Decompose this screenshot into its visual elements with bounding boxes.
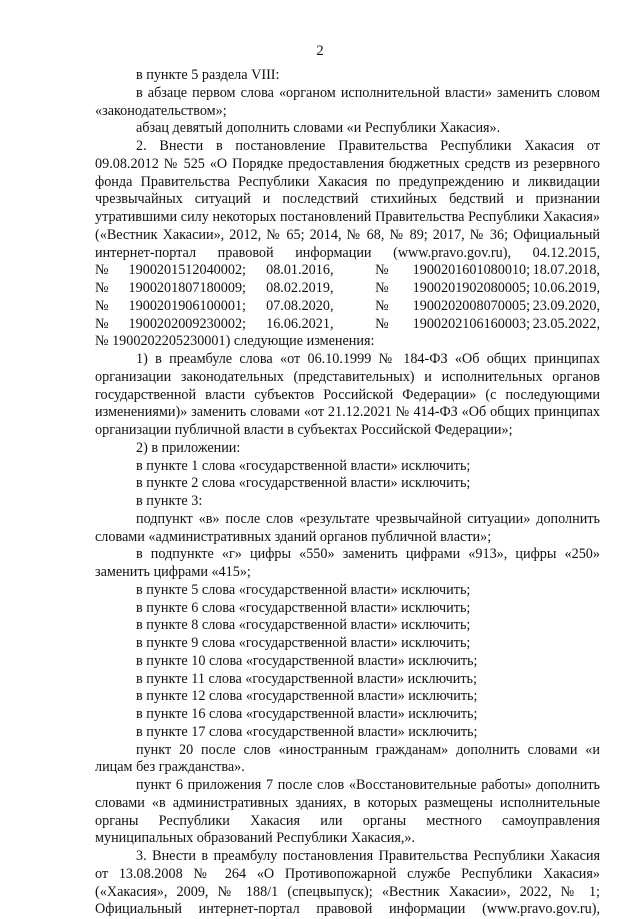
publication-table — [95, 262, 600, 333]
table-row — [95, 316, 600, 334]
table-row — [95, 262, 600, 280]
table-cell: 1900202009230002; — [128, 315, 246, 332]
table-cell: 08.01.2016, — [266, 262, 334, 279]
paragraph: в пункте 8 слова «государственной власти» исключить; — [136, 617, 471, 634]
paragraph: в подпункте «г» цифры «550» заменить цифрами «913», цифры «250» заменить цифрами «415»; — [95, 546, 600, 580]
paragraph: в пункте 5 раздела VIII: — [136, 67, 280, 83]
paragraph: в пункте 2 слова «государственной власти» исключить; — [136, 475, 471, 492]
paragraph: в пункте 5 слова «государственной власти» исключить; — [136, 581, 471, 598]
table-cell: 23.09.2020, — [532, 297, 600, 314]
table-cell: 16.06.2021, — [266, 315, 334, 332]
table-cell: № — [375, 262, 389, 279]
paragraph: в абзаце первом слова «органом исполнительной власти» заменить словом «законодательством»; — [95, 84, 600, 119]
table-cell: № — [375, 297, 389, 314]
table-cell: № — [95, 297, 109, 314]
paragraph: 2) в приложении: — [136, 439, 241, 456]
paragraph: пункт 20 после слов «иностранным гражданам» дополнить словами «и лицам без гражданства». — [95, 741, 600, 776]
table-cell: 1900202008070005; — [412, 297, 531, 314]
table-cell: 1900201906100001; — [128, 297, 246, 314]
table-cell: 10.06.2019, — [532, 280, 600, 296]
table-cell: 1900202106160003; — [412, 315, 531, 332]
paragraph: в пункте 16 слова «государственной власти» исключить; — [136, 706, 478, 722]
paragraph: абзац девятый дополнить словами «и Республики Хакасия». — [136, 120, 501, 137]
table-cell: 23.05.2022, — [532, 315, 600, 332]
table-row — [95, 280, 600, 298]
table-cell: 08.02.2019, — [266, 280, 334, 296]
paragraph: № 1900202205230001) следующие изменения: — [95, 333, 375, 350]
table-cell: 1900201512040002; — [128, 262, 246, 279]
table-cell: № — [95, 280, 109, 296]
table-cell: 1900201902080005; — [412, 280, 531, 296]
paragraph: 2. Внести в постановление Правительства Республики Хакасия от 09.08.2012 № 525 «О Порядке предоставления бюджетных средств из резервного фонда Правительства Республики Хакасия по предупреждению и ликвидации чрезвычайных ситуаций и последствий стихийных бедствий и признании утратившими силу некоторых постановлений Правительства Республики Хакасия» («Вестник Хакасии», 2012, № 65; 2014, № 68, № 89; 2017, № 36; Официальный интернет-портал правовой информации (www.pravo.gov.ru), 04.12.2015, — [95, 138, 600, 261]
paragraph: в пункте 12 слова «государственной власти» исключить; — [136, 688, 478, 705]
paragraph: в пункте 17 слова «государственной власти» исключить; — [136, 723, 478, 740]
table-cell: № — [375, 280, 389, 296]
table-row — [95, 298, 600, 316]
table-cell: 1900201807180009; — [128, 280, 246, 296]
paragraph: пункт 6 приложения 7 после слов «Восстановительные работы» дополнить словами «в административных зданиях, в которых размещены исполнительные органы Республики Хакасия или органы местного самоуправления муниципальных образований Республики Хакасия,». — [95, 777, 600, 847]
paragraph: 1) в преамбуле слова «от 06.10.1999 № 184-ФЗ «Об общих принципах организации законодательных (представительных) и исполнительных органов государственной власти субъектов Российской Федерации» (с последующими изменениями)» заменить словами «от 21.12.2021 № 414-ФЗ «Об общих принципах организации публичной власти в субъектах Российской Федерации»; — [95, 351, 600, 438]
table-cell: № — [375, 315, 389, 332]
table-cell: № — [95, 315, 109, 332]
paragraph: в пункте 9 слова «государственной власти» исключить; — [136, 635, 471, 651]
page-number: 2 — [316, 43, 324, 59]
paragraph: в пункте 1 слова «государственной власти» исключить; — [136, 457, 471, 474]
table-cell: 1900201601080010; — [412, 262, 531, 279]
paragraph: в пункте 10 слова «государственной власти» исключить; — [136, 652, 478, 669]
paragraph: в пункте 3: — [136, 493, 203, 509]
paragraph: в пункте 11 слова «государственной власти» исключить; — [136, 670, 477, 687]
paragraph: в пункте 6 слова «государственной власти» исключить; — [136, 599, 471, 616]
paragraph: 3. Внести в преамбулу постановления Правительства Республики Хакасия от 13.08.2008 № 264 «О Противопожарной службе Республики Хакасия» («Хакасия», 2009, № 188/1 (спецвыпуск); «Вестник Хакасии», 2022, № 1; Официальный интернет-портал правовой информации (www.pravo.gov.ru), — [95, 848, 600, 918]
document-body — [95, 67, 600, 919]
table-cell: № — [95, 262, 109, 279]
paragraph: подпункт «в» после слов «результате чрезвычайной ситуации» дополнить словами «административных зданий органов публичной власти»; — [95, 510, 600, 545]
table-cell: 07.08.2020, — [266, 297, 334, 314]
table-cell: 18.07.2018, — [532, 262, 600, 279]
